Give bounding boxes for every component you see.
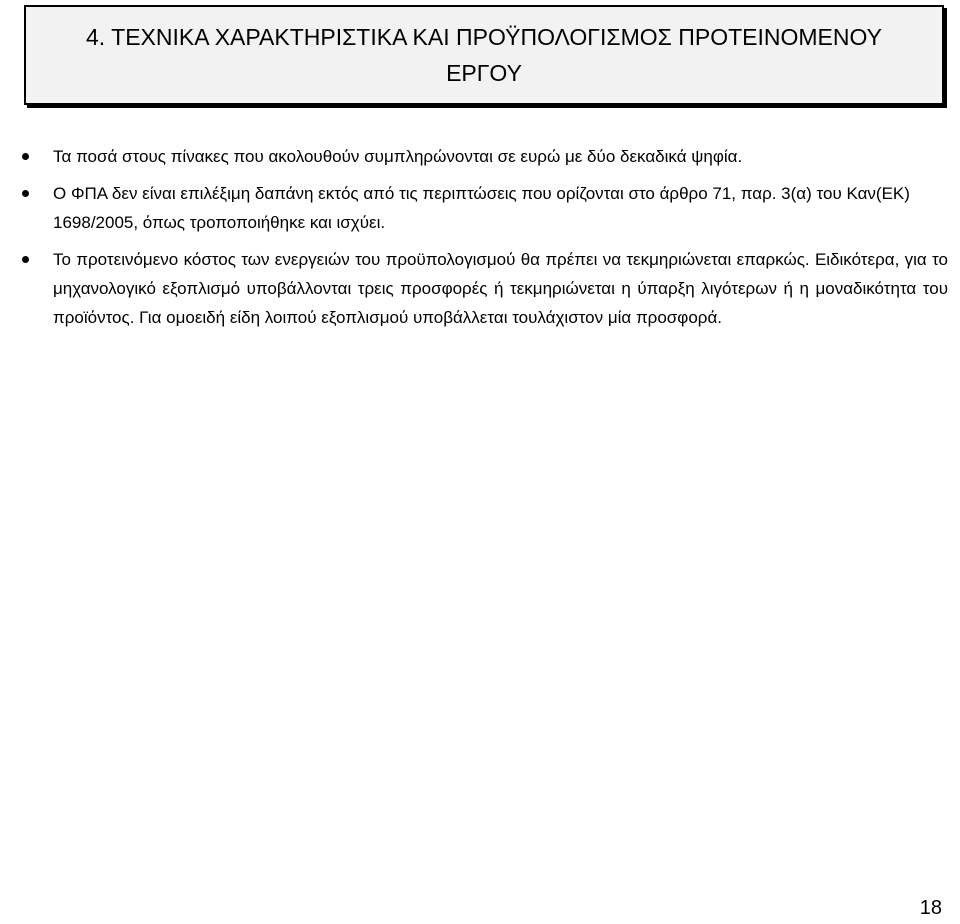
list-item-text: Τα ποσά στους πίνακες που ακολουθούν συμπληρώνονται σε ευρώ με δύο δεκαδικά ψηφία. (53, 147, 743, 166)
list-item-text: Το προτεινόμενο κόστος των ενεργειών του προϋπολογισμού θα πρέπει να τεκμηριώνεται επαρκώς. Ειδικότερα, για το μηχανολογικό εξοπλισμό υποβάλλονται τρεις προσφορές ή τεκμηριώνεται η ύπαρξη λιγότερων ή η μοναδικότητα του προϊόντος. Για ομοειδή είδη λοιπού εξοπλισμού υποβάλλεται τουλάχιστον μία προσφορά. (53, 250, 948, 327)
list-item (18, 245, 948, 332)
bullet-icon (22, 153, 29, 160)
section-title: 4. ΤΕΧΝΙΚΑ ΧΑΡΑΚΤΗΡΙΣΤΙΚΑ ΚΑΙ ΠΡΟΫΠΟΛΟΓΙΣΜΟΣ ΠΡΟΤΕΙΝΟΜΕΝΟΥ ΕΡΓΟΥ (86, 24, 882, 86)
bullet-icon (22, 190, 29, 197)
section-title-box (24, 5, 944, 105)
list-item (18, 142, 948, 171)
bullet-icon (22, 256, 29, 263)
list-item-text: Ο ΦΠΑ δεν είναι επιλέξιμη δαπάνη εκτός από τις περιπτώσεις που ορίζονται στο άρθρο 71, παρ. 3(α) του Καν(ΕΚ) 1698/2005, όπως τροποποιήθηκε και ισχύει. (53, 184, 910, 232)
page-number: 18 (919, 897, 942, 919)
notes-list (18, 142, 948, 340)
list-item (18, 179, 948, 237)
